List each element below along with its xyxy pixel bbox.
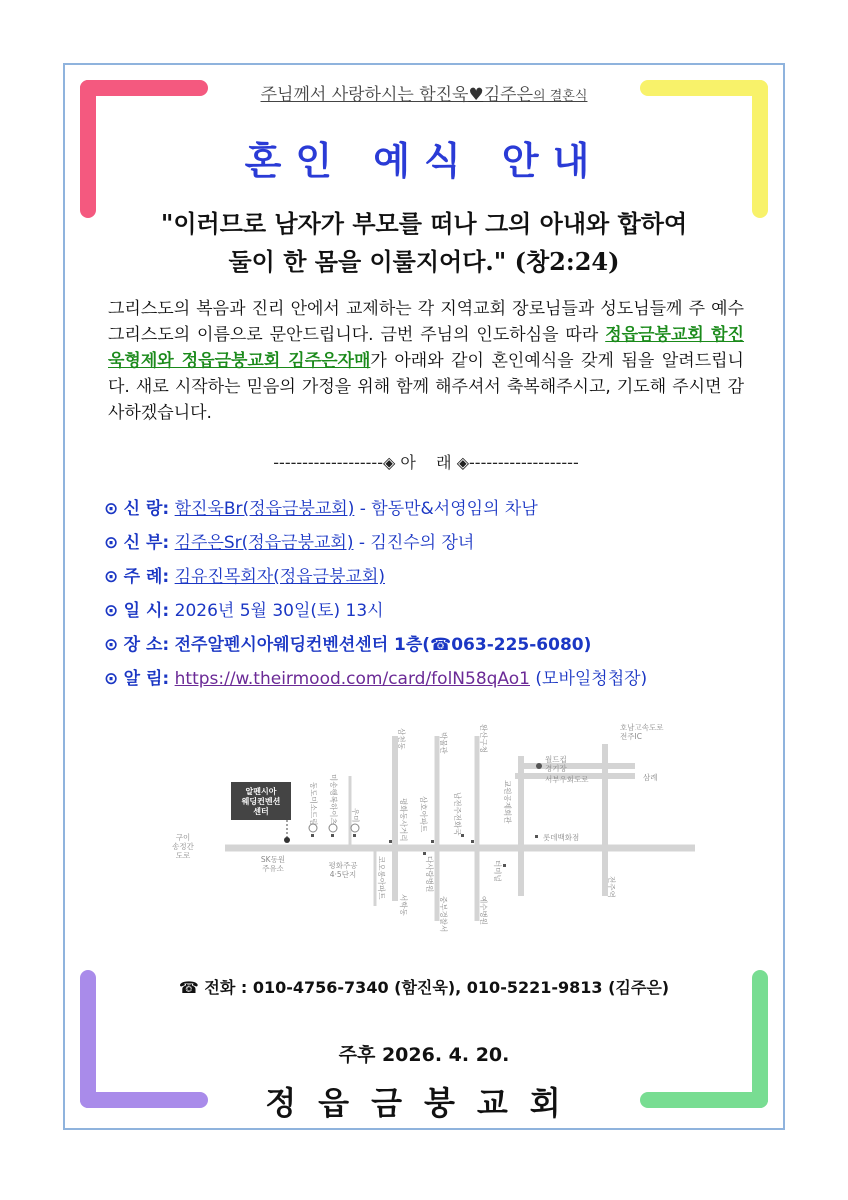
couple-highlight: 정읍금붕교회 함진욱형제와 정읍금붕교회 김주은자매 — [108, 325, 745, 371]
invitation-subtitle: 주님께서 사랑하시는 함진욱♥김주은의 결혼식 — [260, 85, 588, 105]
venue-marker-icon — [284, 837, 290, 843]
map-label-lotte: 롯데백화점 — [543, 833, 580, 842]
bullet-icon: ⊙ — [104, 635, 119, 655]
map-label-wansan: 완산구청 — [479, 724, 488, 753]
map-label-pyeonghwa-1: 평화주공 — [328, 861, 358, 870]
info-datetime: ⊙ 일 시: 2026년 5월 30일(토) 13시 — [104, 601, 384, 621]
map-label-samho: 삼호아파트 — [419, 796, 428, 833]
map-label-yesu: 예수병원 — [479, 896, 488, 925]
info-groom: ⊙ 신 랑: 함진욱Br(정읍금붕교회) - 함동만&서영임의 차남 — [104, 499, 538, 519]
map-label-pyeonghwa-cross: 평화동사거리 — [399, 798, 408, 842]
map-label-umi: 우미 — [351, 808, 360, 823]
map-label-seohak: 서학동 — [399, 894, 408, 916]
info-place: ⊙ 장 소: 전주알펜시아웨딩컨벤션센터 1층(☎063-225-6080) — [104, 635, 592, 655]
map-venue-line-3: 센터 — [253, 807, 269, 816]
divider-label: ◈ 아 래 ◈ — [382, 453, 470, 472]
map-venue-line-2: 웨딩컨벤션 — [241, 797, 281, 806]
map-label-samcheon: 삼천동 — [397, 728, 406, 750]
map-label-sk-1: SK동원 — [260, 855, 286, 864]
verse-line-2: 둘이 한 몸을 이룰지어다." (창2:24) — [228, 247, 620, 276]
map-label-left-road-2: 송정간 — [172, 842, 194, 851]
map-label-terminal: 터미널 — [493, 860, 502, 882]
church-name: 정읍금붕교회 — [265, 1084, 583, 1122]
mobile-invitation-link[interactable]: https://w.theirmood.com/card/folN58qAo1 — [174, 669, 530, 689]
map-label-left-road-1: 구이 — [175, 833, 191, 842]
map-label-museum: 박물관 — [439, 732, 448, 754]
map-label-left-road-3: 도로 — [175, 851, 191, 860]
map-label-seobu: 서부우회도로 — [545, 775, 589, 784]
section-divider: -------------------◈ 아 래 ◈------------------- — [273, 453, 579, 472]
info-officiant: ⊙ 주 례: 김유진목회자(정읍금붕교회) — [104, 567, 385, 587]
map-label-dasarang: 다사랑병원 — [425, 856, 434, 893]
info-bride: ⊙ 신 부: 김주은Sr(정읍금붕교회) - 김진수의 장녀 — [104, 533, 475, 553]
map-label-namjeonju: 남전주전화국 — [453, 792, 462, 836]
heart-icon: ♥ — [468, 85, 484, 105]
contact-phone: ☎ 전화 : 010-4756-7340 (함진욱), 010-5221-9813 (김주은) — [178, 978, 670, 997]
bullet-icon: ⊙ — [104, 533, 119, 553]
page-title: 혼인 예식 안내 — [244, 139, 604, 183]
map-label-worldcup-2: 경기장 — [545, 764, 567, 773]
invitation-message: 그리스도의 복음과 진리 안에서 교제하는 각 지역교회 장로님들과 성도님들께 주 예수 그리스도의 이름으로 문안드립니다. 금번 주님의 인도하심을 따라 정읍금붕교회 함진욱형제와 정읍금붕교회 김주은자매가 아래와 같이 혼인예식을 갖게 됨을 알려드립니다. 새로 시작하는 믿음의 가정을 위해 함께 해주셔서 축복해주시고, 기도해 주시면 감사하겠습니다. — [108, 299, 745, 423]
issue-date: 주후 2026. 4. 20. — [338, 1044, 510, 1066]
bullet-icon: ⊙ — [104, 567, 119, 587]
bible-verse — [0, 205, 848, 281]
bullet-icon: ⊙ — [104, 601, 119, 621]
map-label-jungbu: 중부경찰서 — [439, 896, 448, 933]
map-label-worldcup-1: 월드컵 — [545, 755, 567, 764]
map-venue-line-1: 알펜시아 — [245, 787, 277, 796]
map-label-jeonju-station: 전주역 — [607, 876, 616, 898]
map-label-sangrye: 삼례 — [643, 773, 658, 782]
location-map — [165, 716, 695, 946]
bullet-icon: ⊙ — [104, 499, 119, 519]
bullet-icon: ⊙ — [104, 669, 119, 689]
map-label-sk-2: 주유소 — [262, 864, 284, 873]
map-label-pyeonghwa-2: 4·5단지 — [329, 870, 357, 879]
map-label-gyowon: 교원공제회관 — [503, 780, 512, 824]
map-label-dongdomi: 동도미소드림 — [309, 782, 318, 826]
map-label-hanam-1: 호남고속도로 — [620, 723, 664, 732]
info-notice: ⊙ 알 림: https://w.theirmood.com/card/folN58qAo1 (모바일청첩장) — [104, 669, 648, 689]
verse-line-1: "이러므로 남자가 부모를 떠나 그의 아내와 합하여 — [160, 209, 688, 238]
map-label-hanam-2: 전주IC — [620, 732, 642, 741]
map-label-misong: 미송행복하이츠 — [329, 774, 338, 825]
map-label-kolon: 코오롱아파트 — [377, 856, 386, 900]
